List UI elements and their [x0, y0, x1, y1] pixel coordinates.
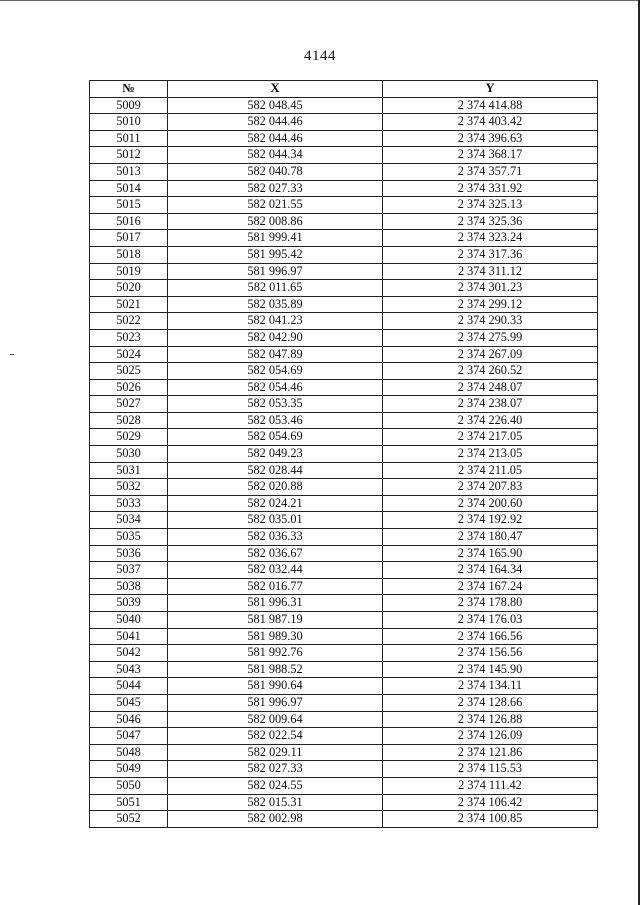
cell-number: 5044 [90, 678, 168, 695]
cell-number: 5016 [90, 213, 168, 230]
cell-y: 2 374 126.88 [383, 711, 598, 728]
table-row [90, 446, 598, 463]
cell-number: 5051 [90, 794, 168, 811]
cell-y: 2 374 311.12 [383, 263, 598, 280]
cell-x: 582 054.69 [168, 429, 383, 446]
cell-x: 581 996.97 [168, 694, 383, 711]
cell-x: 582 008.86 [168, 213, 383, 230]
cell-x: 582 021.55 [168, 197, 383, 214]
table-row [90, 495, 598, 512]
cell-x: 581 999.41 [168, 230, 383, 247]
table-row [90, 595, 598, 612]
table-row [90, 645, 598, 662]
cell-y: 2 374 331.92 [383, 180, 598, 197]
cell-y: 2 374 368.17 [383, 147, 598, 164]
cell-number: 5015 [90, 197, 168, 214]
cell-number: 5048 [90, 744, 168, 761]
table-row [90, 694, 598, 711]
cell-y: 2 374 414.88 [383, 97, 598, 114]
table-row [90, 794, 598, 811]
header-number: № [90, 81, 168, 98]
cell-x: 582 040.78 [168, 163, 383, 180]
table-row [90, 230, 598, 247]
cell-number: 5041 [90, 628, 168, 645]
table-row [90, 379, 598, 396]
cell-y: 2 374 180.47 [383, 529, 598, 546]
cell-x: 582 044.46 [168, 130, 383, 147]
table-row [90, 711, 598, 728]
cell-number: 5021 [90, 296, 168, 313]
cell-y: 2 374 317.36 [383, 246, 598, 263]
cell-x: 582 015.31 [168, 794, 383, 811]
table-row [90, 197, 598, 214]
cell-number: 5028 [90, 412, 168, 429]
cell-y: 2 374 156.56 [383, 645, 598, 662]
cell-y: 2 374 165.90 [383, 545, 598, 562]
table-row [90, 114, 598, 131]
page-top-edge [0, 0, 640, 1]
cell-y: 2 374 115.53 [383, 761, 598, 778]
table-header-row [90, 81, 598, 98]
table-row [90, 811, 598, 828]
table-row [90, 479, 598, 496]
cell-x: 581 990.64 [168, 678, 383, 695]
margin-mark [10, 354, 14, 355]
cell-number: 5013 [90, 163, 168, 180]
table-row [90, 429, 598, 446]
table-row [90, 313, 598, 330]
coordinates-table [89, 80, 598, 828]
cell-y: 2 374 290.33 [383, 313, 598, 330]
cell-y: 2 374 267.09 [383, 346, 598, 363]
cell-x: 582 053.35 [168, 396, 383, 413]
cell-number: 5022 [90, 313, 168, 330]
cell-x: 581 989.30 [168, 628, 383, 645]
cell-y: 2 374 128.66 [383, 694, 598, 711]
table-row [90, 512, 598, 529]
cell-number: 5040 [90, 612, 168, 629]
cell-y: 2 374 325.13 [383, 197, 598, 214]
cell-number: 5011 [90, 130, 168, 147]
table-row [90, 396, 598, 413]
cell-number: 5014 [90, 180, 168, 197]
cell-x: 581 996.31 [168, 595, 383, 612]
cell-y: 2 374 396.63 [383, 130, 598, 147]
table-row [90, 213, 598, 230]
cell-number: 5023 [90, 329, 168, 346]
cell-x: 582 011.65 [168, 280, 383, 297]
cell-number: 5045 [90, 694, 168, 711]
cell-number: 5009 [90, 97, 168, 114]
cell-y: 2 374 357.71 [383, 163, 598, 180]
cell-y: 2 374 299.12 [383, 296, 598, 313]
cell-x: 582 054.69 [168, 363, 383, 380]
cell-y: 2 374 166.56 [383, 628, 598, 645]
cell-y: 2 374 403.42 [383, 114, 598, 131]
table-row [90, 263, 598, 280]
cell-x: 581 996.97 [168, 263, 383, 280]
cell-y: 2 374 106.42 [383, 794, 598, 811]
table-row [90, 761, 598, 778]
table-row [90, 545, 598, 562]
table-row [90, 628, 598, 645]
cell-x: 582 029.11 [168, 744, 383, 761]
cell-number: 5032 [90, 479, 168, 496]
page-number: 4144 [304, 48, 336, 64]
table-row [90, 661, 598, 678]
cell-y: 2 374 145.90 [383, 661, 598, 678]
cell-number: 5029 [90, 429, 168, 446]
table-row [90, 97, 598, 114]
cell-y: 2 374 126.09 [383, 728, 598, 745]
table-row [90, 412, 598, 429]
table-body [90, 97, 598, 827]
table-row [90, 777, 598, 794]
cell-y: 2 374 211.05 [383, 462, 598, 479]
cell-y: 2 374 200.60 [383, 495, 598, 512]
cell-x: 582 053.46 [168, 412, 383, 429]
cell-x: 582 027.33 [168, 761, 383, 778]
cell-x: 582 048.45 [168, 97, 383, 114]
cell-y: 2 374 238.07 [383, 396, 598, 413]
cell-number: 5025 [90, 363, 168, 380]
cell-number: 5047 [90, 728, 168, 745]
table-row [90, 363, 598, 380]
cell-x: 582 047.89 [168, 346, 383, 363]
cell-y: 2 374 217.05 [383, 429, 598, 446]
cell-number: 5018 [90, 246, 168, 263]
cell-x: 581 987.19 [168, 612, 383, 629]
cell-x: 582 024.55 [168, 777, 383, 794]
table-row [90, 744, 598, 761]
cell-number: 5042 [90, 645, 168, 662]
table-row [90, 346, 598, 363]
cell-x: 581 988.52 [168, 661, 383, 678]
table-row [90, 678, 598, 695]
cell-number: 5034 [90, 512, 168, 529]
cell-x: 581 992.76 [168, 645, 383, 662]
cell-y: 2 374 192.92 [383, 512, 598, 529]
cell-number: 5039 [90, 595, 168, 612]
cell-x: 582 016.77 [168, 578, 383, 595]
table-row [90, 562, 598, 579]
table-row [90, 246, 598, 263]
cell-y: 2 374 325.36 [383, 213, 598, 230]
cell-y: 2 374 323.24 [383, 230, 598, 247]
cell-y: 2 374 226.40 [383, 412, 598, 429]
cell-x: 582 044.34 [168, 147, 383, 164]
cell-number: 5043 [90, 661, 168, 678]
cell-y: 2 374 213.05 [383, 446, 598, 463]
cell-y: 2 374 178.80 [383, 595, 598, 612]
cell-number: 5037 [90, 562, 168, 579]
cell-x: 582 024.21 [168, 495, 383, 512]
table-row [90, 329, 598, 346]
table-row [90, 180, 598, 197]
cell-number: 5027 [90, 396, 168, 413]
cell-number: 5036 [90, 545, 168, 562]
cell-number: 5020 [90, 280, 168, 297]
cell-number: 5033 [90, 495, 168, 512]
cell-number: 5038 [90, 578, 168, 595]
cell-number: 5012 [90, 147, 168, 164]
cell-number: 5031 [90, 462, 168, 479]
cell-number: 5030 [90, 446, 168, 463]
cell-x: 582 035.89 [168, 296, 383, 313]
cell-y: 2 374 167.24 [383, 578, 598, 595]
header-y: Y [383, 81, 598, 98]
cell-number: 5050 [90, 777, 168, 794]
cell-number: 5049 [90, 761, 168, 778]
table-row [90, 147, 598, 164]
cell-number: 5019 [90, 263, 168, 280]
cell-x: 582 022.54 [168, 728, 383, 745]
cell-y: 2 374 176.03 [383, 612, 598, 629]
cell-x: 582 028.44 [168, 462, 383, 479]
cell-y: 2 374 248.07 [383, 379, 598, 396]
table-row [90, 529, 598, 546]
cell-x: 581 995.42 [168, 246, 383, 263]
cell-number: 5026 [90, 379, 168, 396]
cell-x: 582 041.23 [168, 313, 383, 330]
cell-x: 582 020.88 [168, 479, 383, 496]
table-row [90, 728, 598, 745]
cell-y: 2 374 301.23 [383, 280, 598, 297]
cell-x: 582 035.01 [168, 512, 383, 529]
cell-number: 5024 [90, 346, 168, 363]
cell-y: 2 374 164.34 [383, 562, 598, 579]
table-row [90, 280, 598, 297]
cell-x: 582 009.64 [168, 711, 383, 728]
cell-y: 2 374 100.85 [383, 811, 598, 828]
table-row [90, 163, 598, 180]
cell-y: 2 374 121.86 [383, 744, 598, 761]
cell-x: 582 044.46 [168, 114, 383, 131]
cell-y: 2 374 111.42 [383, 777, 598, 794]
cell-number: 5035 [90, 529, 168, 546]
cell-y: 2 374 134.11 [383, 678, 598, 695]
cell-x: 582 054.46 [168, 379, 383, 396]
cell-number: 5046 [90, 711, 168, 728]
cell-x: 582 036.33 [168, 529, 383, 546]
cell-number: 5010 [90, 114, 168, 131]
table-row [90, 578, 598, 595]
cell-x: 582 002.98 [168, 811, 383, 828]
cell-y: 2 374 260.52 [383, 363, 598, 380]
cell-x: 582 036.67 [168, 545, 383, 562]
table-row [90, 612, 598, 629]
cell-x: 582 027.33 [168, 180, 383, 197]
table-row [90, 296, 598, 313]
cell-y: 2 374 275.99 [383, 329, 598, 346]
cell-x: 582 032.44 [168, 562, 383, 579]
cell-x: 582 049.23 [168, 446, 383, 463]
table-row [90, 462, 598, 479]
cell-y: 2 374 207.83 [383, 479, 598, 496]
cell-number: 5052 [90, 811, 168, 828]
cell-x: 582 042.90 [168, 329, 383, 346]
cell-number: 5017 [90, 230, 168, 247]
table-row [90, 130, 598, 147]
header-x: X [168, 81, 383, 98]
